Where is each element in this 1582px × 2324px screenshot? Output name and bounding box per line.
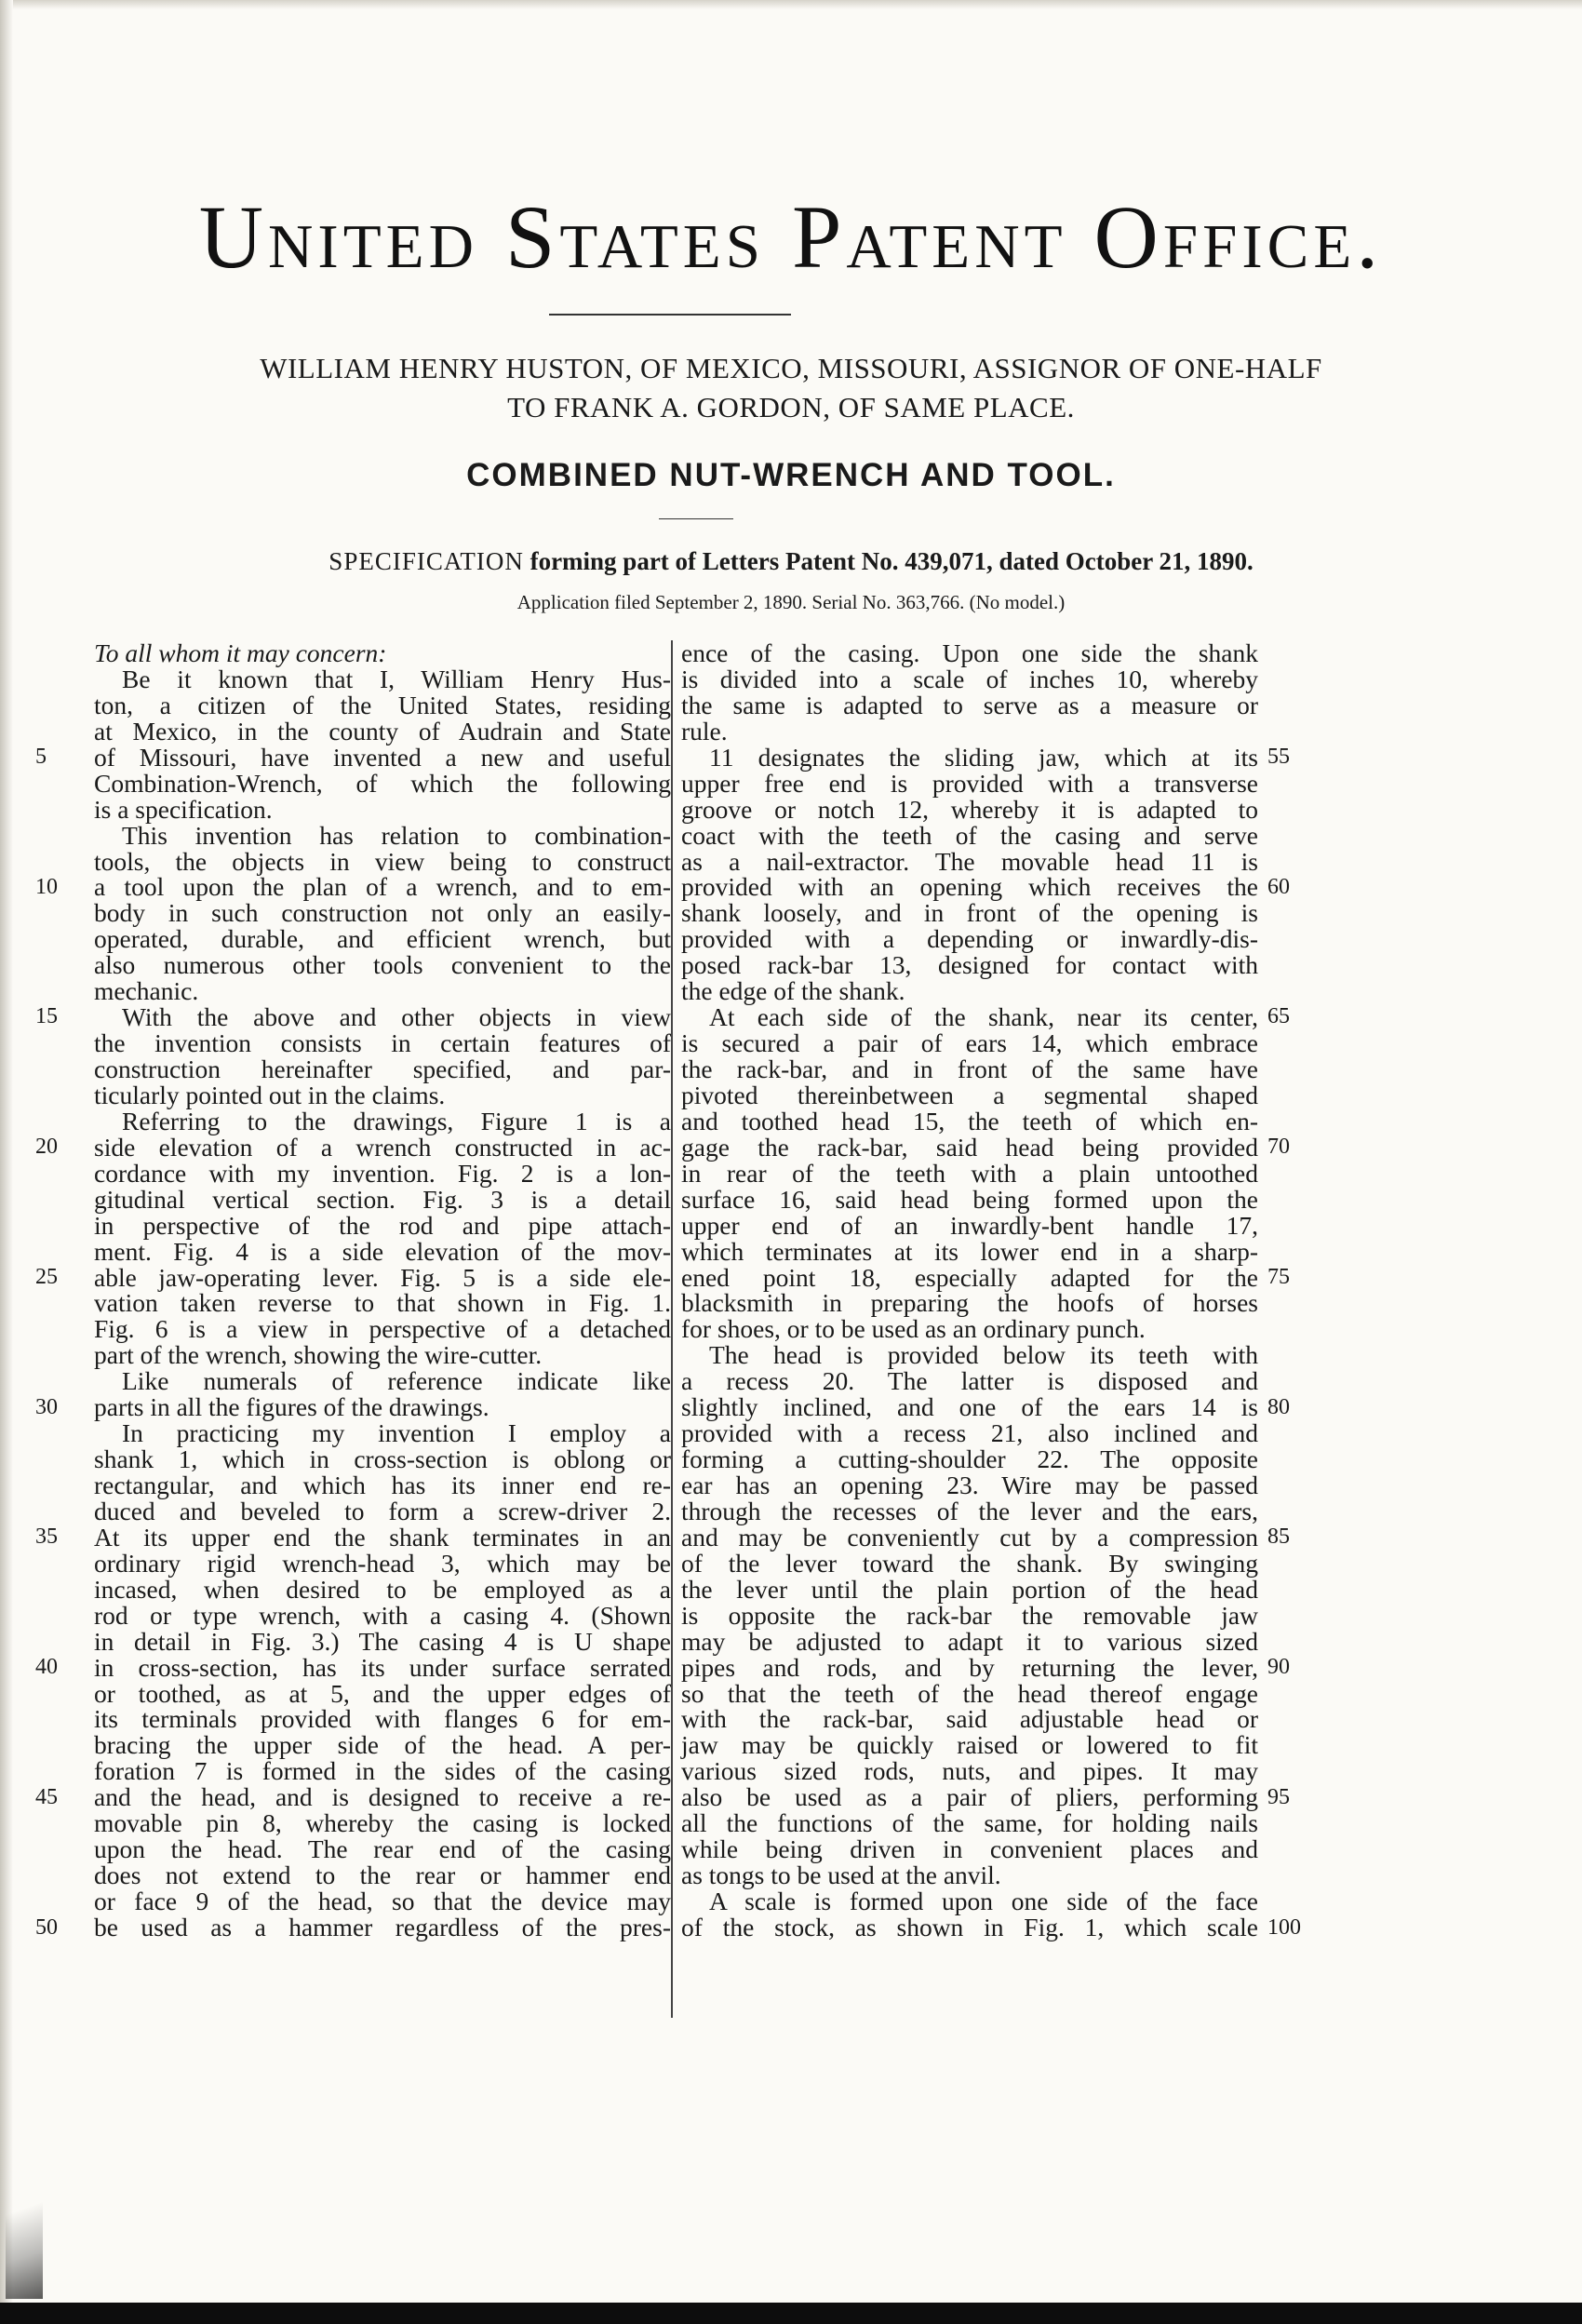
inventors-block [93, 349, 1489, 427]
text-line: or toothed, as at 5, and the upper edges of [94, 1678, 671, 1708]
text-line: a recess 20. The latter is disposed and [681, 1366, 1258, 1396]
text-line: With the above and other objects in view [122, 1002, 671, 1032]
right-text-column [681, 640, 1258, 1941]
text-line: is a specification. [94, 794, 273, 824]
text-line: ticularly pointed out in the claims. [94, 1080, 446, 1109]
specification-label: SPECIFICATION [328, 547, 524, 575]
text-line: a tool upon the plan of a wrench, and to em- [94, 872, 671, 902]
text-line: groove or notch 12, whereby it is adapted to [681, 794, 1258, 824]
text-line: be used as a hammer regardless of the pres- [94, 1912, 671, 1941]
text-line: or face 9 of the head, so that the device may [94, 1887, 671, 1915]
text-line: side elevation of a wrench constructed in ac- [94, 1132, 671, 1162]
line-number: 30 [35, 1394, 58, 1419]
text-line: its terminals provided with flanges 6 for em- [94, 1704, 671, 1734]
line-number: 5 [35, 744, 47, 769]
text-line: through the recesses of the lever and the ears, [681, 1496, 1258, 1525]
text-line: the same is adapted to serve as a measure or [681, 690, 1258, 719]
line-number: 45 [35, 1784, 58, 1809]
line-number: 25 [35, 1264, 58, 1289]
invention-rule [659, 518, 733, 519]
text-line: bracing the upper side of the head. A per- [94, 1730, 671, 1760]
text-line: also numerous other tools convenient to the [94, 950, 671, 980]
line-number: 70 [1267, 1135, 1290, 1160]
line-number: 50 [35, 1914, 58, 1940]
text-line: of Missouri, have invented a new and useful [94, 742, 671, 772]
text-line: rod or type wrench, with a casing 4. (Shown [94, 1600, 671, 1630]
text-line: gitudinal vertical section. Fig. 3 is a detail [94, 1184, 671, 1214]
text-line: of the stock, as shown in Fig. 1, which scale [681, 1912, 1258, 1941]
text-line: the edge of the shank. [681, 976, 905, 1006]
text-line: mechanic. [94, 976, 199, 1006]
text-line: shank 1, which in cross-section is oblong or [94, 1444, 671, 1474]
text-line: and toothed head 15, the teeth of which en- [681, 1106, 1258, 1135]
text-line: ment. Fig. 4 is a side elevation of the mov- [94, 1236, 671, 1266]
text-line: the lever until the plain portion of the head [681, 1574, 1258, 1604]
line-number: 40 [35, 1655, 58, 1680]
text-line: able jaw-operating lever. Fig. 5 is a side ele- [94, 1262, 671, 1292]
text-line: with the rack-bar, said adjustable head or [681, 1704, 1258, 1734]
text-line: ton, a citizen of the United States, residing [94, 690, 671, 719]
text-line: pivoted thereinbetween a segmental shaped [681, 1080, 1258, 1109]
text-line: is opposite the rack-bar the removable jaw [681, 1600, 1258, 1630]
text-line: various sized rods, nuts, and pipes. It may [681, 1756, 1258, 1786]
text-line: jaw may be quickly raised or lowered to fit [681, 1730, 1258, 1760]
text-line: duced and beveled to form a screw-driver 2. [94, 1496, 671, 1525]
text-line: which terminates at its lower end in a sharp- [681, 1236, 1258, 1266]
column-divider [671, 640, 673, 2018]
text-line: the invention consists in certain features of [94, 1028, 671, 1058]
text-line: also be used as a pair of pliers, performing [681, 1782, 1258, 1812]
scan-top-edge [0, 0, 1582, 9]
text-line: To all whom it may concern: [94, 638, 387, 667]
text-line: upper free end is provided with a transverse [681, 768, 1258, 798]
text-line: provided with an opening which receives the [681, 872, 1258, 902]
patent-number-and-date: forming part of Letters Patent No. 439,071, dated October 21, 1890. [523, 547, 1254, 575]
text-line: The head is provided below its teeth with [709, 1340, 1258, 1370]
text-line: blacksmith in preparing the hoofs of horses [681, 1288, 1258, 1318]
text-line: of the lever toward the shank. By swinging [681, 1548, 1258, 1578]
line-number: 90 [1267, 1655, 1290, 1680]
line-number: 75 [1267, 1264, 1290, 1289]
line-number: 85 [1267, 1525, 1290, 1550]
text-line: at Mexico, in the county of Audrain and State [94, 716, 671, 746]
text-line: tools, the objects in view being to construct [94, 846, 671, 876]
scan-shadow [6, 2150, 43, 2299]
inventors-line-1: WILLIAM HENRY HUSTON, OF MEXICO, MISSOURI, ASSIGNOR OF ONE-HALF [260, 352, 1322, 384]
text-line: in cross-section, has its under surface serrated [94, 1652, 671, 1682]
text-line: does not extend to the rear or hammer end [94, 1861, 671, 1890]
text-line: incased, when desired to be employed as a [94, 1574, 671, 1604]
text-line: Combination-Wrench, of which the following [94, 768, 671, 798]
text-line: posed rack-bar 13, designed for contact with [681, 950, 1258, 980]
line-number: 95 [1267, 1784, 1290, 1809]
line-number: 10 [35, 874, 58, 899]
text-line: body in such construction not only an easily- [94, 898, 671, 928]
line-number: 65 [1267, 1004, 1290, 1029]
text-line: parts in all the figures of the drawings. [94, 1392, 489, 1422]
text-line: foration 7 is formed in the sides of the casing [94, 1756, 671, 1786]
text-line: In practicing my invention I employ a [122, 1418, 671, 1448]
text-line: may be adjusted to adapt it to various sized [681, 1626, 1258, 1656]
line-number: 20 [35, 1135, 58, 1160]
text-line: surface 16, said head being formed upon the [681, 1184, 1258, 1214]
text-line: all the functions of the same, for holding nails [681, 1808, 1258, 1838]
text-line: while being driven in convenient places and [681, 1834, 1258, 1864]
line-number: 55 [1267, 744, 1290, 769]
application-line: Application filed September 2, 1890. Serial No. 363,766. (No model.) [516, 591, 1066, 613]
text-line: ordinary rigid wrench-head 3, which may be [94, 1548, 671, 1578]
text-line: Referring to the drawings, Figure 1 is a [122, 1106, 671, 1135]
line-number: 100 [1267, 1914, 1301, 1940]
text-line: ence of the casing. Upon one side the shank [681, 638, 1258, 667]
text-line: upper end of an inwardly-bent handle 17, [681, 1210, 1258, 1240]
text-line: provided with a recess 21, also inclined and [681, 1418, 1258, 1448]
text-line: slightly inclined, and one of the ears 14 is [681, 1392, 1258, 1422]
text-line: as a nail-extractor. The movable head 11 is [681, 846, 1258, 876]
scan-left-edge [0, 0, 13, 2303]
line-number: 60 [1267, 874, 1290, 899]
text-line: and the head, and is designed to receive a re- [94, 1782, 671, 1812]
text-line: 11 designates the sliding jaw, which at its [709, 742, 1258, 772]
text-line: in perspective of the rod and pipe attach- [94, 1210, 671, 1240]
text-line: rule. [681, 716, 728, 746]
text-line: as tongs to be used at the anvil. [681, 1861, 1001, 1890]
text-line: in rear of the teeth with a plain untoothed [681, 1158, 1258, 1188]
text-line: Be it known that I, William Henry Hus- [122, 664, 671, 693]
text-line: movable pin 8, whereby the casing is locked [94, 1808, 671, 1838]
text-line: for shoes, or to be used as an ordinary punch. [681, 1314, 1146, 1344]
text-line: construction hereinafter specified, and par- [94, 1055, 671, 1083]
text-line: At its upper end the shank terminates in an [94, 1522, 671, 1552]
invention-title: COMBINED NUT-WRENCH AND TOOL. [466, 457, 1116, 493]
line-number: 80 [1267, 1394, 1290, 1419]
text-line: This invention has relation to combination- [122, 820, 671, 850]
text-line: the rack-bar, and in front of the same have [681, 1055, 1258, 1083]
text-line: ear has an opening 23. Wire may be passed [681, 1471, 1258, 1499]
text-line: so that the teeth of the head thereof engage [681, 1678, 1258, 1708]
line-number: 15 [35, 1004, 58, 1029]
inventors-line-2: TO FRANK A. GORDON, OF SAME PLACE. [507, 391, 1075, 423]
text-line: Like numerals of reference indicate like [122, 1366, 671, 1396]
text-line: coact with the teeth of the casing and serve [681, 820, 1258, 850]
text-line: gage the rack-bar, said head being provided [681, 1132, 1258, 1162]
text-line: pipes and rods, and by returning the lever, [681, 1652, 1258, 1682]
text-line: shank loosely, and in front of the opening is [681, 898, 1258, 928]
left-text-column [94, 640, 671, 1941]
text-line: vation taken reverse to that shown in Fig. 1. [94, 1288, 671, 1318]
text-line: Fig. 6 is a view in perspective of a detached [94, 1314, 671, 1344]
text-line: ened point 18, especially adapted for the [681, 1262, 1258, 1292]
text-line: operated, durable, and efficient wrench, but [94, 924, 671, 954]
specification-line [0, 544, 1582, 578]
title-rule [549, 314, 791, 316]
text-line: in detail in Fig. 3.) The casing 4 is U shape [94, 1626, 671, 1656]
text-line: rectangular, and which has its inner end re- [94, 1471, 671, 1499]
text-line: cordance with my invention. Fig. 2 is a lon- [94, 1158, 671, 1188]
text-line: and may be conveniently cut by a compression [681, 1522, 1258, 1552]
text-line: upon the head. The rear end of the casing [94, 1834, 671, 1864]
line-number: 35 [35, 1525, 58, 1550]
scan-bottom-band [0, 2303, 1582, 2324]
text-line: is divided into a scale of inches 10, whereby [681, 664, 1258, 693]
text-line: provided with a depending or inwardly-dis- [681, 924, 1258, 954]
text-line: At each side of the shank, near its center, [709, 1002, 1258, 1032]
text-line: part of the wrench, showing the wire-cutter. [94, 1340, 543, 1370]
text-line: forming a cutting-shoulder 22. The opposite [681, 1444, 1258, 1474]
text-line: A scale is formed upon one side of the face [709, 1887, 1258, 1915]
office-title: United States Patent Office. [198, 187, 1384, 287]
text-line: is secured a pair of ears 14, which embrace [681, 1028, 1258, 1058]
